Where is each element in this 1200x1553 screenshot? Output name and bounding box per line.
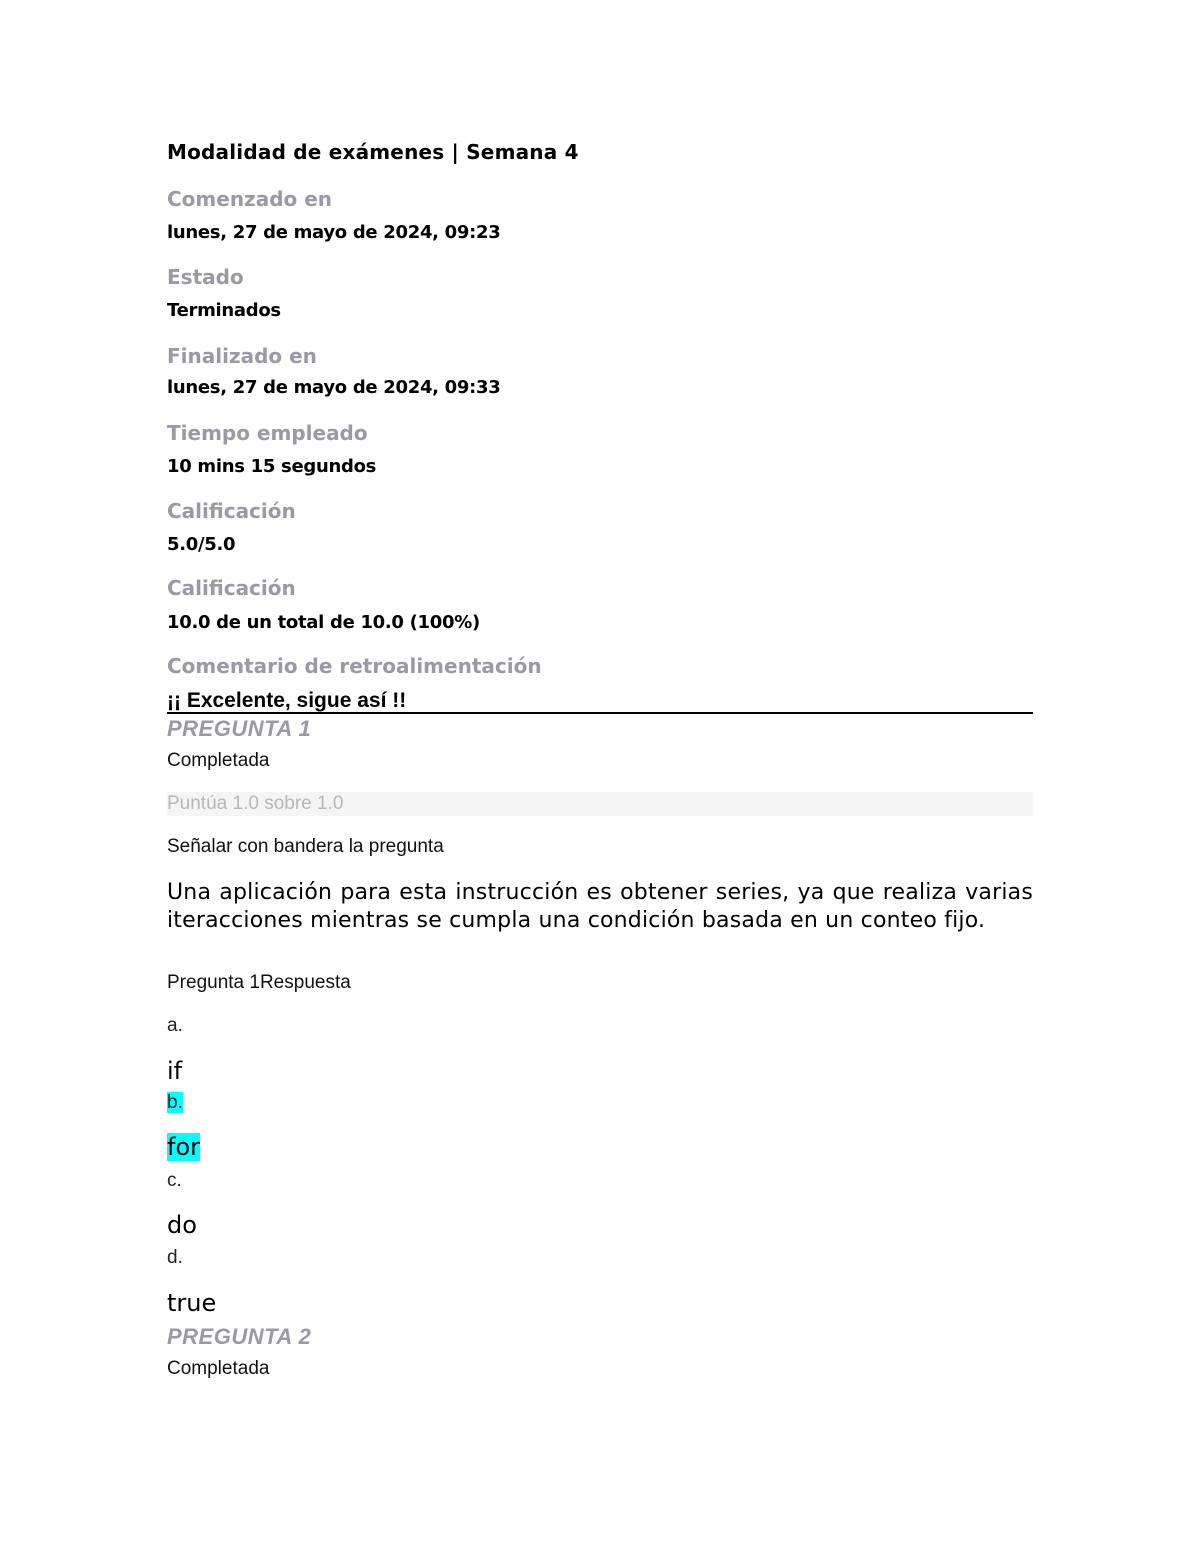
time-taken-label: Tiempo empleado bbox=[167, 421, 368, 445]
marks-value: 5.0/5.0 bbox=[167, 534, 236, 555]
option-b-letter-highlight: b. bbox=[167, 1092, 183, 1113]
started-value: lunes, 27 de mayo de 2024, 09:23 bbox=[167, 222, 501, 243]
page-title: Modalidad de exámenes | Semana 4 bbox=[167, 140, 579, 164]
option-d-letter: d. bbox=[167, 1247, 183, 1268]
question-2-status: Completada bbox=[167, 1358, 270, 1379]
feedback-label: Comentario de retroalimentación bbox=[167, 654, 542, 678]
grade-label: Calificación bbox=[167, 576, 296, 600]
started-label: Comenzado en bbox=[167, 187, 333, 211]
finished-value: lunes, 27 de mayo de 2024, 09:33 bbox=[167, 377, 501, 398]
section-divider bbox=[167, 712, 1033, 714]
state-label: Estado bbox=[167, 265, 244, 289]
finished-label: Finalizado en bbox=[167, 344, 317, 368]
option-d-text[interactable]: true bbox=[167, 1289, 217, 1317]
question-1-answer-label: Pregunta 1Respuesta bbox=[167, 972, 351, 993]
option-a-text[interactable]: if bbox=[167, 1057, 183, 1085]
question-1-label: PREGUNTA 1 bbox=[167, 716, 312, 741]
feedback-value: ¡¡ Excelente, sigue así !! bbox=[167, 689, 407, 712]
question-2-label: PREGUNTA 2 bbox=[167, 1324, 312, 1349]
state-value: Terminados bbox=[167, 300, 281, 321]
option-c-letter: c. bbox=[167, 1170, 182, 1191]
flag-question-link[interactable]: Señalar con bandera la pregunta bbox=[167, 836, 444, 857]
question-1-status: Completada bbox=[167, 750, 270, 771]
time-taken-value: 10 mins 15 segundos bbox=[167, 456, 377, 477]
option-a-letter: a. bbox=[167, 1015, 183, 1036]
marks-label: Calificación bbox=[167, 499, 296, 523]
option-c-text[interactable]: do bbox=[167, 1211, 197, 1239]
option-b-text-highlight: for bbox=[167, 1133, 200, 1161]
question-1-grade-bar bbox=[167, 792, 1033, 816]
option-b-text[interactable] bbox=[167, 1133, 200, 1161]
grade-value: 10.0 de un total de 10.0 (100%) bbox=[167, 612, 480, 633]
option-b-letter bbox=[167, 1092, 183, 1114]
question-1-text: Una aplicación para esta instrucción es obtener series, ya que realiza varias iteracciones mientras se cumpla una condición basada en un conteo fijo. bbox=[167, 880, 1033, 933]
question-1-grade: Puntúa 1.0 sobre 1.0 bbox=[167, 793, 344, 814]
